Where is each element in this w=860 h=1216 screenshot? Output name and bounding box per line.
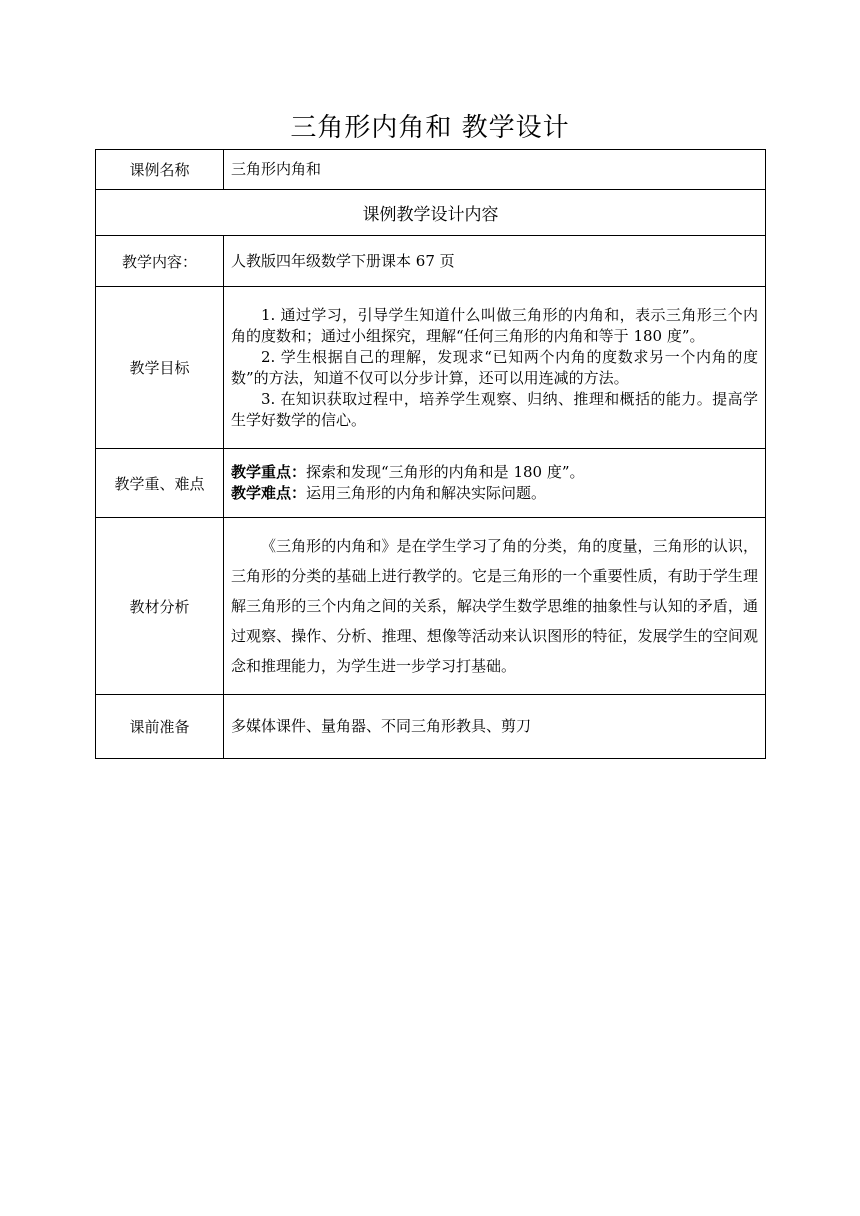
difficulty-line	[231, 483, 758, 504]
difficulty-value: 运用三角形的内角和解决实际问题。	[306, 484, 547, 502]
key-points-label: 教学重、难点	[96, 449, 224, 518]
lesson-design-table	[95, 149, 766, 759]
document-title: 三角形内角和 教学设计	[290, 113, 570, 143]
goal-item: 2. 学生根据自己的理解，发现求“已知两个内角的度数求另一个内角的度数”的方法，知道不仅可以分步计算，还可以用连减的方法。	[231, 347, 758, 387]
material-analysis-row	[96, 518, 766, 695]
difficulty-label: 教学难点：	[231, 484, 307, 502]
key-points-cell	[224, 449, 766, 518]
goal-item: 1. 通过学习，引导学生知道什么叫做三角形的内角和，表示三角形三个内角的度数和；通过小组探究，理解“任何三角形的内角和等于 180 度”。	[231, 305, 758, 345]
focus-line	[231, 462, 758, 483]
section-header-row	[96, 190, 766, 236]
teaching-goals-label: 教学目标	[96, 287, 224, 449]
material-analysis-label: 教材分析	[96, 518, 224, 695]
lesson-name-label: 课例名称	[96, 150, 224, 190]
section-header: 课例教学设计内容	[96, 190, 766, 236]
lesson-name-value: 三角形内角和	[224, 150, 766, 190]
teaching-goals-row	[96, 287, 766, 449]
preparation-value: 多媒体课件、量角器、不同三角形教具、剪刀	[224, 695, 766, 759]
key-points-row	[96, 449, 766, 518]
teaching-content-row	[96, 236, 766, 287]
preparation-label: 课前准备	[96, 695, 224, 759]
material-analysis-text: 《三角形的内角和》是在学生学习了角的分类，角的度量，三角形的认识，三角形的分类的基础上进行教学的。它是三角形的一个重要性质，有助于学生理解三角形的三个内角之间的关系，解决学生数学思维的抽象性与认知的矛盾，通过观察、操作、分析、推理、想像等活动来认识图形的特征，发展学生的空间观念和推理能力，为学生进一步学习打基础。	[231, 537, 758, 675]
goal-item: 3. 在知识获取过程中，培养学生观察、归纳、推理和概括的能力。提高学生学好数学的信心。	[231, 389, 758, 429]
material-analysis-cell	[224, 518, 766, 695]
focus-value: 探索和发现“三角形的内角和是 180 度”。	[306, 463, 585, 481]
teaching-content-value: 人教版四年级数学下册课本 67 页	[224, 236, 766, 287]
teaching-goals-cell	[224, 287, 766, 449]
focus-label: 教学重点：	[231, 463, 307, 481]
teaching-content-label: 教学内容：	[96, 236, 224, 287]
lesson-name-row	[96, 150, 766, 190]
preparation-row	[96, 695, 766, 759]
